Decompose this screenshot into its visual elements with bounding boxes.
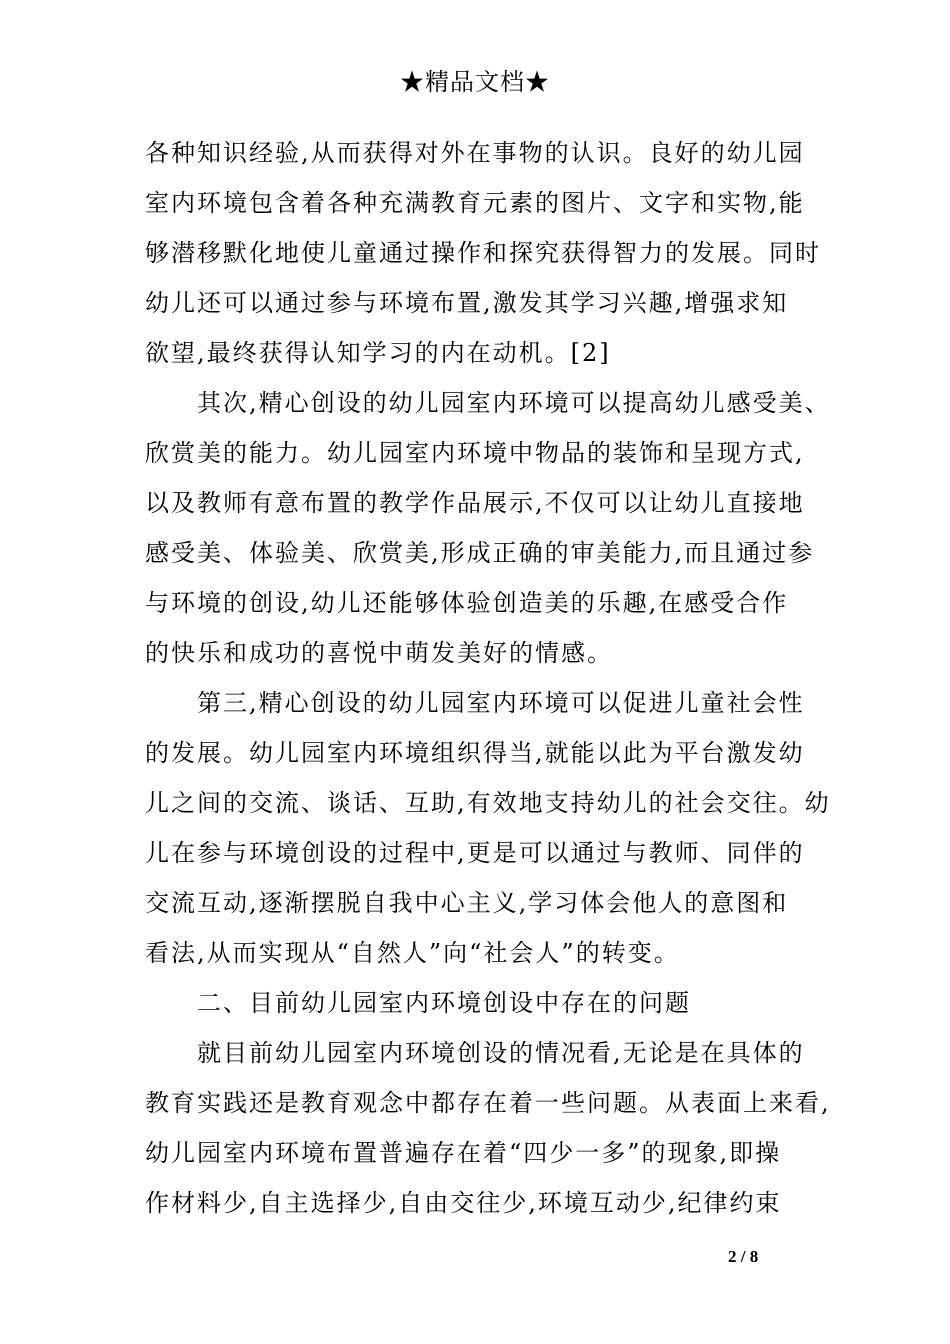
text-line: 看法,从而实现从“自然人”向“社会人”的转变。 xyxy=(145,939,680,967)
text-line: 各种知识经验,从而获得对外在事物的认识。良好的幼儿园 xyxy=(145,139,805,167)
text-line: 与环境的创设,幼儿还能够体验创造美的乐趣,在感受合作 xyxy=(145,589,789,617)
paragraph-first-line: 第三,精心创设的幼儿园室内环境可以促进儿童社会性 xyxy=(197,689,805,717)
text-line: 儿在参与环境创设的过程中,更是可以通过与教师、同伴的 xyxy=(145,839,805,867)
paragraph-first-line: 其次,精心创设的幼儿园室内环境可以提高幼儿感受美、 xyxy=(197,389,831,417)
paragraph-first-line: 就目前幼儿园室内环境创设的情况看,无论是在具体的 xyxy=(197,1039,805,1067)
text-line: 够潜移默化地使儿童通过操作和探究获得智力的发展。同时 xyxy=(145,239,821,267)
text-line: 感受美、体验美、欣赏美,形成正确的审美能力,而且通过参 xyxy=(145,539,815,567)
text-line: 交流互动,逐渐摆脱自我中心主义,学习体会他人的意图和 xyxy=(145,889,789,917)
text-line: 教育实践还是教育观念中都存在着一些问题。从表面上来看, xyxy=(145,1089,831,1117)
text-line: 幼儿园室内环境布置普遍存在着“四少一多”的现象,即操 xyxy=(145,1139,782,1167)
section-heading: 二、目前幼儿园室内环境创设中存在的问题 xyxy=(197,989,691,1017)
text-line: 儿之间的交流、谈话、互助,有效地支持幼儿的社会交往。幼 xyxy=(145,789,831,817)
text-line: 室内环境包含着各种充满教育元素的图片、文字和实物,能 xyxy=(145,189,805,217)
text-line: 的发展。幼儿园室内环境组织得当,就能以此为平台激发幼 xyxy=(145,739,805,767)
text-line: 以及教师有意布置的教学作品展示,不仅可以让幼儿直接地 xyxy=(145,489,805,517)
document-body xyxy=(145,128,831,1228)
text-line: 幼儿还可以通过参与环境布置,激发其学习兴趣,增强求知 xyxy=(145,289,789,317)
text-line: 欣赏美的能力。幼儿园室内环境中物品的装饰和呈现方式, xyxy=(145,439,805,467)
text-line: 的快乐和成功的喜悦中萌发美好的情感。 xyxy=(145,639,613,667)
text-line: 欲望,最终获得认知学习的内在动机。[2] xyxy=(145,339,611,367)
page-number: 2 / 8 xyxy=(728,1247,759,1266)
page-header-title: ★精品文档★ xyxy=(400,68,550,96)
text-line: 作材料少,自主选择少,自由交往少,环境互动少,纪律约束 xyxy=(145,1189,782,1217)
